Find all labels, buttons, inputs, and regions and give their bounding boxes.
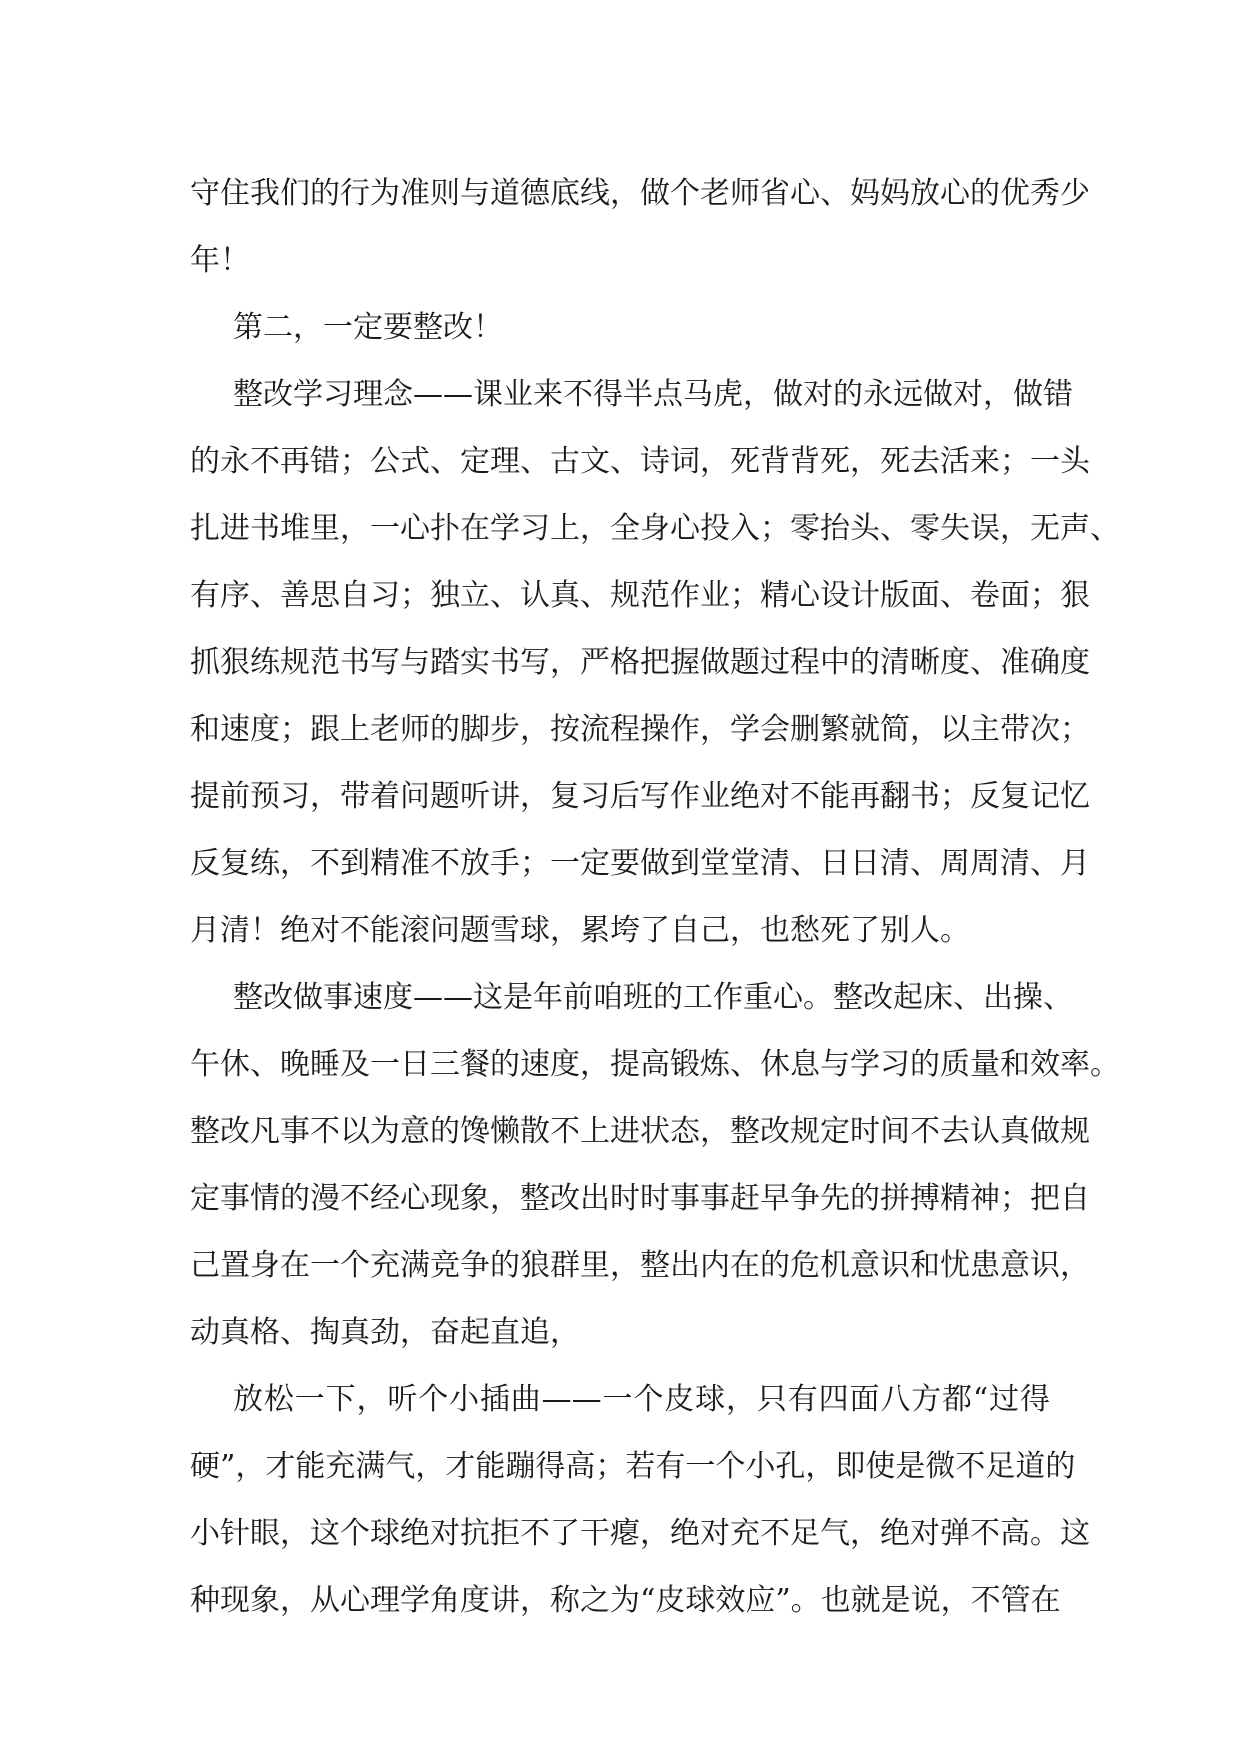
text-line: 抓狠练规范书写与踏实书写，严格把握做题过程中的清晰度、准确度 [190,645,1090,680]
text-line: 种现象，从心理学角度讲，称之为“皮球效应”。也就是说，不管在 [190,1583,1061,1618]
paragraph [190,160,1090,294]
text-line: 整改凡事不以为意的馋懒散不上进状态，整改规定时间不去认真做规 [190,1114,1090,1149]
text-line: 定事情的漫不经心现象，整改出时时事事赶早争先的拼搏精神；把自 [190,1181,1090,1216]
text-line: 有序、善思自习；独立、认真、规范作业；精心设计版面、卷面；狠 [190,578,1090,613]
text-line: 整改学习理念——课业来不得半点马虎，做对的永远做对，做错 [233,377,1073,412]
text-line: 年！ [190,243,250,278]
paragraph [190,964,1120,1366]
text-line: 月清！绝对不能滚问题雪球，累垮了自己，也愁死了别人。 [190,913,970,948]
document-body [190,160,1120,1634]
text-line: 小针眼，这个球绝对抗拒不了干瘪，绝对充不足气，绝对弹不高。这 [190,1516,1090,1551]
paragraph [190,1366,1090,1634]
text-line: 午休、晚睡及一日三餐的速度，提高锻炼、休息与学习的质量和效率。 [190,1047,1120,1082]
text-line: 和速度；跟上老师的脚步，按流程操作，学会删繁就简，以主带次； [190,712,1090,747]
text-line: 整改做事速度——这是年前咱班的工作重心。整改起床、出操、 [233,980,1073,1015]
text-line: 第二，一定要整改！ [233,310,503,345]
text-line: 的永不再错；公式、定理、古文、诗词，死背背死，死去活来；一头 [190,444,1090,479]
paragraph [190,294,1050,361]
text-line: 扎进书堆里，一心扑在学习上，全身心投入；零抬头、零失误，无声、 [190,511,1120,546]
text-line: 反复练，不到精准不放手；一定要做到堂堂清、日日清、周周清、月 [190,846,1090,881]
text-line: 动真格、掏真劲，奋起直追， [190,1315,580,1350]
text-line: 守住我们的行为准则与道德底线，做个老师省心、妈妈放心的优秀少 [190,176,1090,211]
paragraph [190,361,1120,964]
text-line: 放松一下，听个小插曲——一个皮球，只有四面八方都“过得 [233,1382,1050,1417]
text-line: 提前预习，带着问题听讲，复习后写作业绝对不能再翻书；反复记忆 [190,779,1090,814]
text-line: 己置身在一个充满竞争的狼群里，整出内在的危机意识和忧患意识， [190,1248,1090,1283]
text-line: 硬”，才能充满气，才能蹦得高；若有一个小孔，即使是微不足道的 [190,1449,1076,1484]
